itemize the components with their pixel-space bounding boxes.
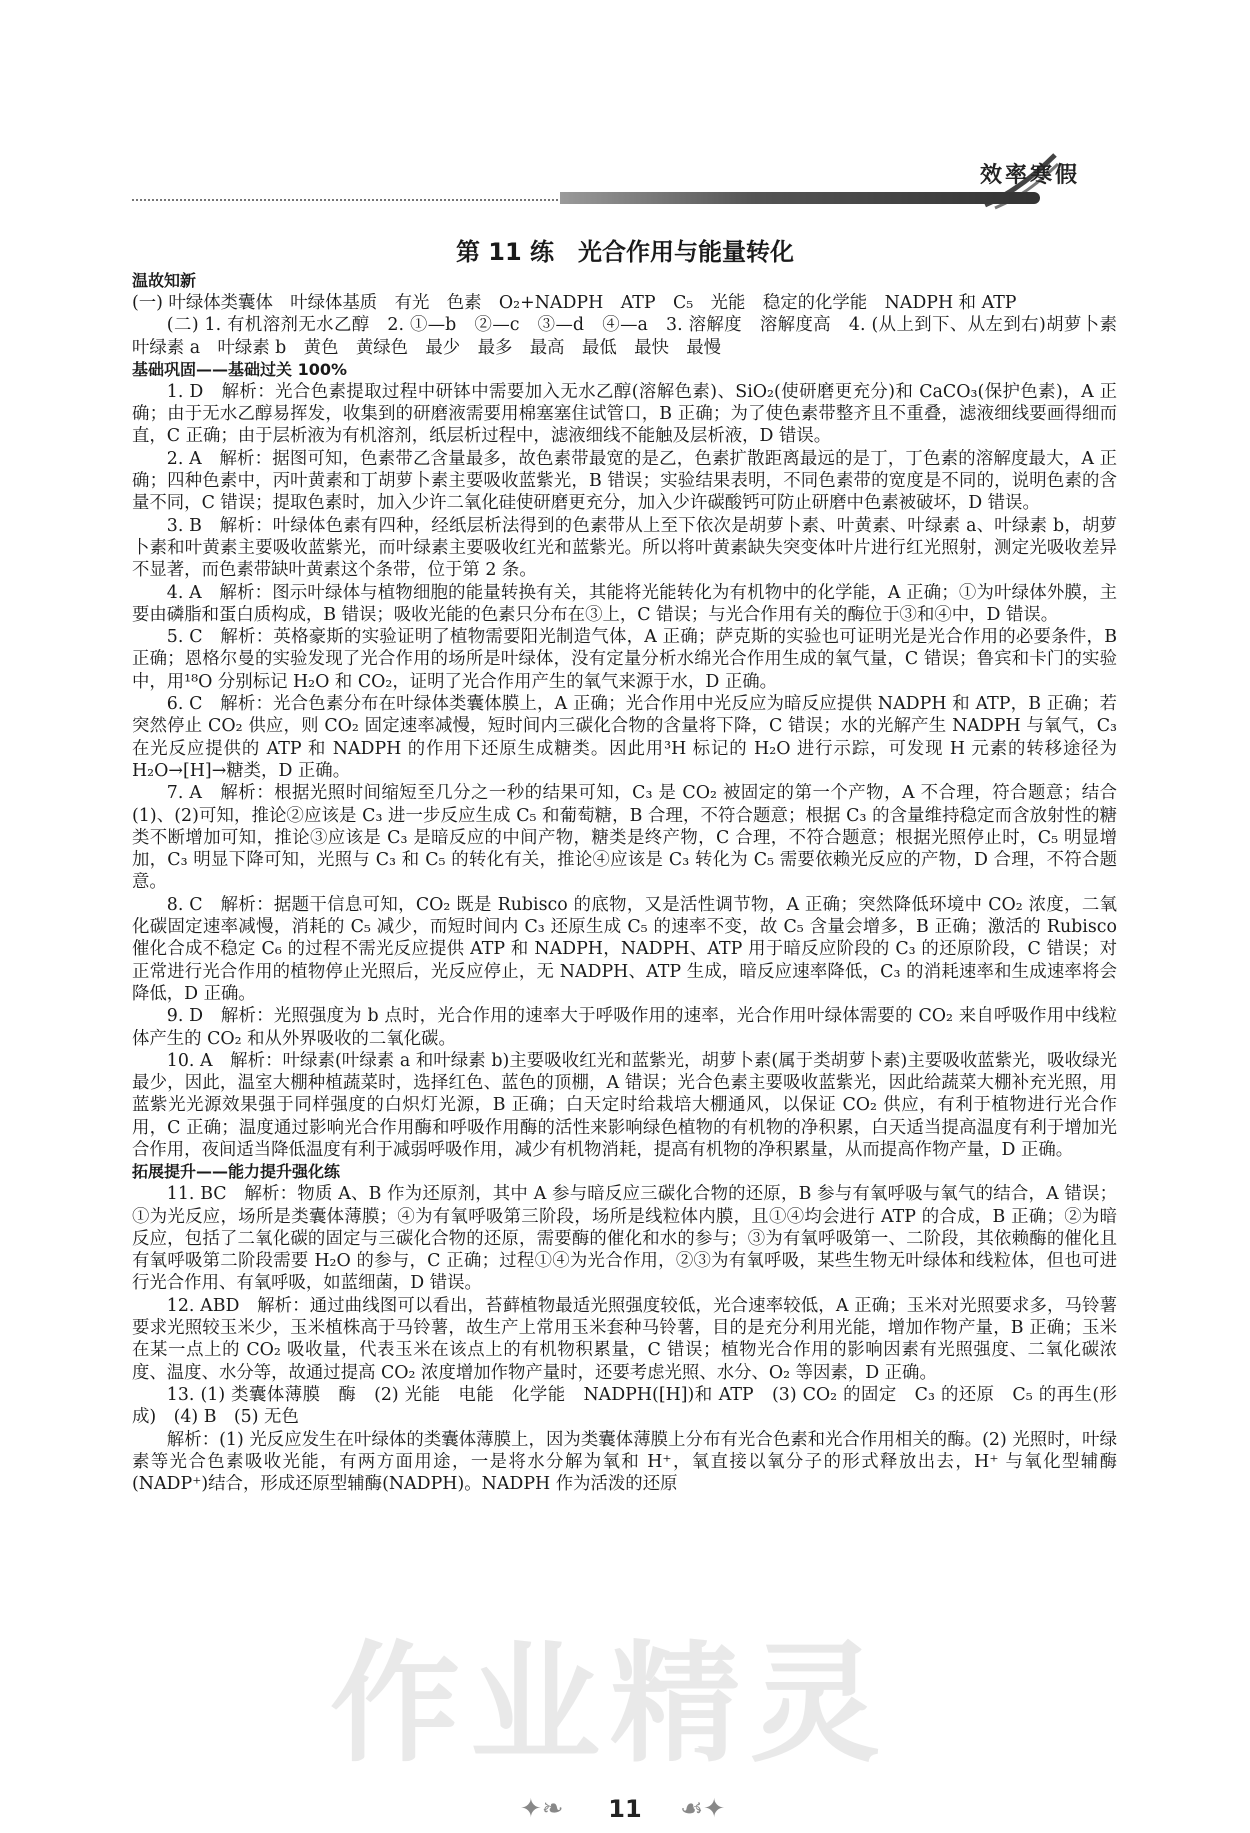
- answer-item: 解析：(1) 光反应发生在叶绿体的类囊体薄膜上，因为类囊体薄膜上分布有光合色素和光合作用相关的酶。(2) 光照时，叶绿素等光合色素吸收光能，有两方面用途，一是将水分解为氧和 H⁺，氧直接以氧分子的形式释放出去，H⁺ 与氧化型辅酶(NADP⁺)结合，形成还原型辅酶(NADPH)。NADPH 作为活泼的还原: [132, 1429, 1117, 1495]
- header-bar-rule: [560, 192, 1040, 204]
- star-icon: ☙✦: [680, 1794, 726, 1824]
- section-review: [132, 270, 1135, 359]
- answer-item: 12. ABD 解析：通过曲线图可以看出，苔藓植物最适光照强度较低，光合速率较低，A 正确；玉米对光照要求多，马铃薯要求光照较玉米少，玉米植株高于马铃薯，故生产上常用玉米套种马铃薯，目的是充分利用光能，增加作物产量，B 正确；玉米在某一点上的 CO₂ 吸收量，代表玉米在该点上的有机物积累量，C 错误；植物光合作用的影响因素有光照强度、二氧化碳浓度、温度、水分等，故通过提高 CO₂ 浓度增加作物产量时，还要考虑光照、水分、O₂ 等因素，D 正确。: [132, 1295, 1117, 1383]
- page-footer: [0, 1790, 1250, 1830]
- answer-item: 7. A 解析：根据光照时间缩短至几分之一秒的结果可知，C₃ 是 CO₂ 被固定的第一个产物，A 不合理，符合题意；结合(1)、(2)可知，推论②应该是 C₃ 进一步反应生成 C₅ 和葡萄糖，B 合理，不符合题意；根据 C₃ 的含量维持稳定而含放射性的糖类不断增加可知，推论③应该是 C₃ 是暗反应的中间产物，糖类是终产物，C 合理，不符合题意；根据光照停止时，C₅ 明显增加，C₃ 明显下降可知，光照与 C₃ 和 C₅ 的转化有关，推论④应该是 C₃ 转化为 C₅ 需要依赖光反应的产物，D 合理，不符合题意。: [132, 783, 1117, 893]
- answer-item: 10. A 解析：叶绿素(叶绿素 a 和叶绿素 b)主要吸收红光和蓝紫光，胡萝卜素(属于类胡萝卜素)主要吸收蓝紫光，吸收绿光最少，因此，温室大棚种植蔬菜时，选择红色、蓝色的顶棚，A 错误；光合色素主要吸收蓝紫光，因此给蔬菜大棚补充光照，用蓝紫光光源效果强于同样强度的白炽灯光源，B 正确；白天定时给栽培大棚通风，以保证 CO₂ 供应，有利于植物进行光合作用，C 正确；温度通过影响光合作用酶和呼吸作用酶的活性来影响绿色植物的有机物的净积累，白天适当提高温度有利于增加光合作用，夜间适当降低温度有利于减弱呼吸作用，减少有机物消耗，提高有机物的净积累量，从而提高作物产量，D 正确。: [132, 1050, 1117, 1160]
- answer-item: 4. A 解析：图示叶绿体与植物细胞的能量转换有关，其能将光能转化为有机物中的化学能，A 正确；①为叶绿体外膜，主要由磷脂和蛋白质构成，B 错误；吸收光能的色素只分布在③上，C 错误；与光合作用有关的酶位于③和④中，D 错误。: [132, 582, 1117, 625]
- answer-item: 8. C 解析：据题干信息可知，CO₂ 既是 Rubisco 的底物，又是活性调节物，A 正确；突然降低环境中 CO₂ 浓度，二氧化碳固定速率减慢，消耗的 C₅ 减少，而短时间内 C₃ 还原生成 C₅ 的速率不变，故 C₅ 含量会增多，B 正确；激活的 Rubisco 催化合成不稳定 C₆ 的过程不需光反应提供 ATP 和 NADPH，NADPH、ATP 用于暗反应阶段的 C₃ 的还原阶段，C 错误；对正常进行光合作用的植物停止光照后，光反应停止，无 NADPH、ATP 生成，暗反应速率降低，C₃ 的消耗速率和生成速率将会降低，D 正确。: [132, 894, 1117, 1004]
- answer-item: 5. C 解析：英格豪斯的实验证明了植物需要阳光制造气体，A 正确；萨克斯的实验也可证明光是光合作用的必要条件，B 正确；恩格尔曼的实验发现了光合作用的场所是叶绿体，没有定量分析水绵光合作用生成的氧气量，C 错误；鲁宾和卡门的实验中，用¹⁸O 分别标记 H₂O 和 CO₂，证明了光合作用产生的氧气来源于水，D 正确。: [132, 627, 1117, 692]
- answer-item: 9. D 解析：光照强度为 b 点时，光合作用的速率大于呼吸作用的速率，光合作用叶绿体需要的 CO₂ 来自呼吸作用中线粒体产生的 CO₂ 和从外界吸收的二氧化碳。: [132, 1006, 1117, 1049]
- section-heading: 基础巩固——基础过关 100%: [132, 359, 348, 379]
- header-dotted-rule: [132, 199, 562, 201]
- page-number: 11: [608, 1795, 642, 1823]
- answer-item: 1. D 解析：光合色素提取过程中研钵中需要加入无水乙醇(溶解色素)、SiO₂(使研磨更充分)和 CaCO₃(保护色素)，A 正确；由于无水乙醇易挥发，收集到的研磨液需要用棉塞塞住试管口，B 正确；为了使色素带整齐且不重叠，滤液细线要画得细而直，C 正确；由于层析液为有机溶剂，纸层析过程中，滤液细线不能触及层析液，D 错误。: [132, 381, 1117, 447]
- section-basic: [132, 359, 1117, 1161]
- paragraph: (一) 叶绿体类囊体 叶绿体基质 有光 色素 O₂+NADPH ATP C₅ 光能 稳定的化学能 NADPH 和 ATP: [132, 293, 1017, 313]
- paragraph: (二) 1. 有机溶剂无水乙醇 2. ①—b ②—c ③—d ④—a 3. 溶解度 溶解度高 4. (从上到下、从左到右)胡萝卜素 叶绿素 a 叶绿素 b 黄色 黄绿色 最少 最多 最高 最低 最快 最慢: [132, 315, 1135, 358]
- watermark-logo: 作业精灵: [330, 1628, 891, 1780]
- answer-item: 3. B 解析：叶绿体色素有四种，经纸层析法得到的色素带从上至下依次是胡萝卜素、叶黄素、叶绿素 a、叶绿素 b，胡萝卜素和叶黄素主要吸收蓝紫光，而叶绿素主要吸收红光和蓝紫光。所以将叶黄素缺失突变体叶片进行红光照射，测定光吸收差异不显著，而色素带缺叶黄素这个条带，位于第 2 条。: [132, 515, 1117, 581]
- section-heading: 温故知新: [132, 271, 197, 290]
- star-icon: ✦❧: [520, 1794, 564, 1824]
- section-extension: [132, 1161, 1117, 1495]
- page-title: 第 11 练 光合作用与能量转化: [455, 238, 795, 266]
- section-heading: 拓展提升——能力提升强化练: [132, 1162, 341, 1182]
- answer-item: 6. C 解析：光合色素分布在叶绿体类囊体膜上，A 正确；光合作用中光反应为暗反应提供 NADPH 和 ATP，B 正确；若突然停止 CO₂ 供应，则 CO₂ 固定速率减慢，短时间内三碳化合物的含量将下降，C 错误；水的光解产生 NADPH 与氧气，C₃ 在光反应提供的 ATP 和 NADPH 的作用下还原生成糖类。因此用³H 标记的 H₂O 进行示踪，可发现 H 元素的转移途径为 H₂O→[H]→糖类，D 正确。: [132, 694, 1117, 781]
- answer-item: 11. BC 解析：物质 A、B 作为还原剂，其中 A 参与暗反应三碳化合物的还原，B 参与有氧呼吸与氧气的结合，A 错误；①为光反应，场所是类囊体薄膜；④为有氧呼吸第三阶段，场所是线粒体内膜，且①④均会进行 ATP 的合成，B 正确；②为暗反应，包括了二氧化碳的固定与三碳化合物的还原，需要酶的催化和水的参与；③为有氧呼吸第一、二阶段，其依赖酶的催化且有氧呼吸第二阶段需要 H₂O 的参与，C 正确；过程①④为光合作用，②③为有氧呼吸，某些生物无叶绿体和线粒体，但也可进行光合作用、有氧呼吸，如蓝细菌，D 错误。: [132, 1184, 1117, 1294]
- page-header: [0, 0, 1250, 200]
- answer-item: 13. (1) 类囊体薄膜 酶 (2) 光能 电能 化学能 NADPH([H])和 ATP (3) CO₂ 的固定 C₃ 的还原 C₅ 的再生(形成) (4) B (5) 无色: [132, 1384, 1117, 1428]
- answer-content: [132, 270, 1135, 1495]
- brand-title: 效率寒假: [979, 163, 1080, 188]
- answer-item: 2. A 解析：据图可知，色素带乙含量最多，故色素带最宽的是乙，色素扩散距离最远的是丁，丁色素的溶解度最大，A 正确；四种色素中，丙叶黄素和丁胡萝卜素主要吸收蓝紫光，B 错误；实验结果表明，不同色素带的宽度是不同的，说明色素的含量不同，C 错误；提取色素时，加入少许二氧化硅使研磨更充分，加入少许碳酸钙可防止研磨中色素被破坏，D 错误。: [132, 448, 1117, 514]
